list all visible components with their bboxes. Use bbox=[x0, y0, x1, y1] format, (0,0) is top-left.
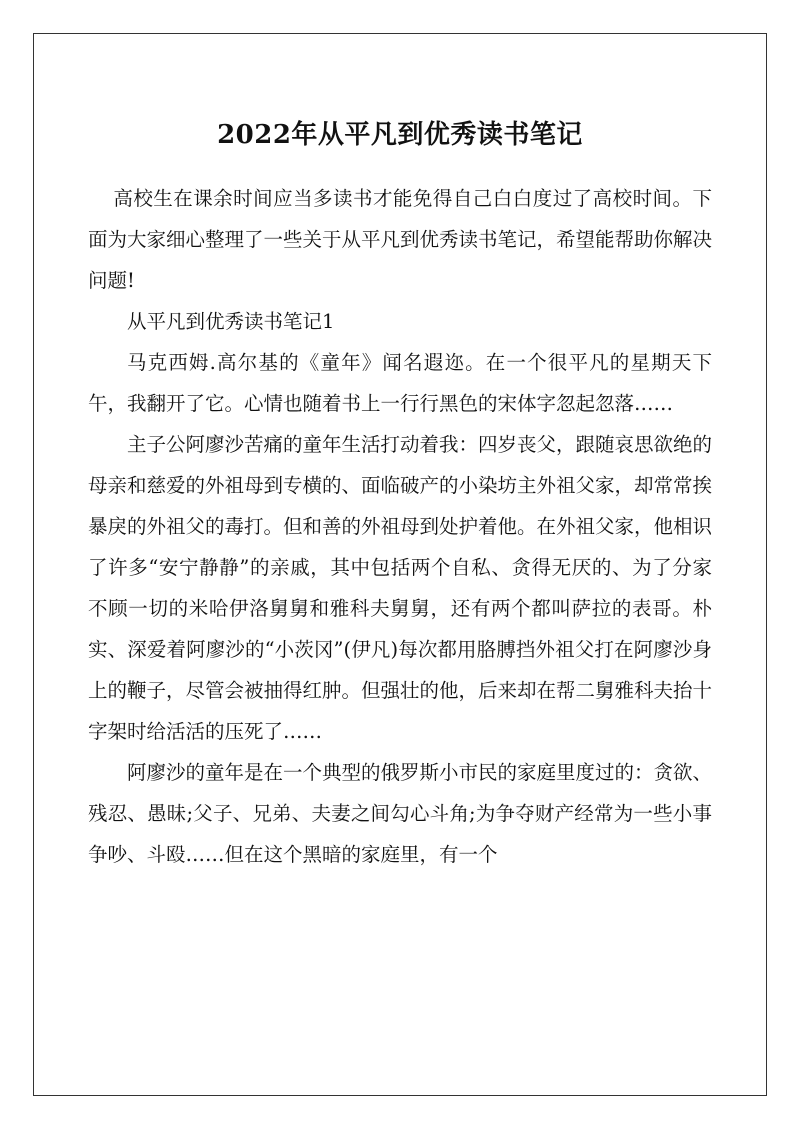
body-paragraph: 主子公阿廖沙苦痛的童年生活打动着我：四岁丧父，跟随哀思欲绝的母亲和慈爱的外祖母到专横的、面临破产的小染坊主外祖父家，却常常挨暴戾的外祖父的毒打。但和善的外祖母到处护着他。在外祖父家，他相识了许多“安宁静静”的亲戚，其中包括两个自私、贪得无厌的、为了分家不顾一切的米哈伊洛舅舅和雅科夫舅舅，还有两个都叫萨拉的表哥。朴实、深爱着阿廖沙的“小茨冈”(伊凡)每次都用胳膊挡外祖父打在阿廖沙身上的鞭子，尽管会被抽得红肿。但强壮的他，后来却在帮二舅雅科夫抬十字架时给活活的压死了…… bbox=[88, 433, 713, 743]
document-body bbox=[88, 178, 712, 875]
body-paragraph: 阿廖沙的童年是在一个典型的俄罗斯小市民的家庭里度过的：贪欲、残忍、愚昧;父子、兄弟、夫妻之间勾心斗角;为争夺财产经常为一些小事争吵、斗殴……但在这个黑暗的家庭里，有一个 bbox=[88, 761, 713, 866]
intro-paragraph: 高校生在课余时间应当多读书才能免得自己白白度过了高校时间。下面为大家细心整理了一些关于从平凡到优秀读书笔记，希望能帮助你解决问题! bbox=[88, 187, 713, 292]
document-title: 2022年从平凡到优秀读书笔记 bbox=[217, 120, 583, 151]
body-paragraph: 马克西姆.高尔基的《童年》闻名遐迩。在一个很平凡的星期天下午，我翻开了它。心情也随着书上一行行黑色的宋体字忽起忽落…… bbox=[88, 351, 712, 415]
section-heading: 从平凡到优秀读书笔记1 bbox=[127, 310, 335, 333]
